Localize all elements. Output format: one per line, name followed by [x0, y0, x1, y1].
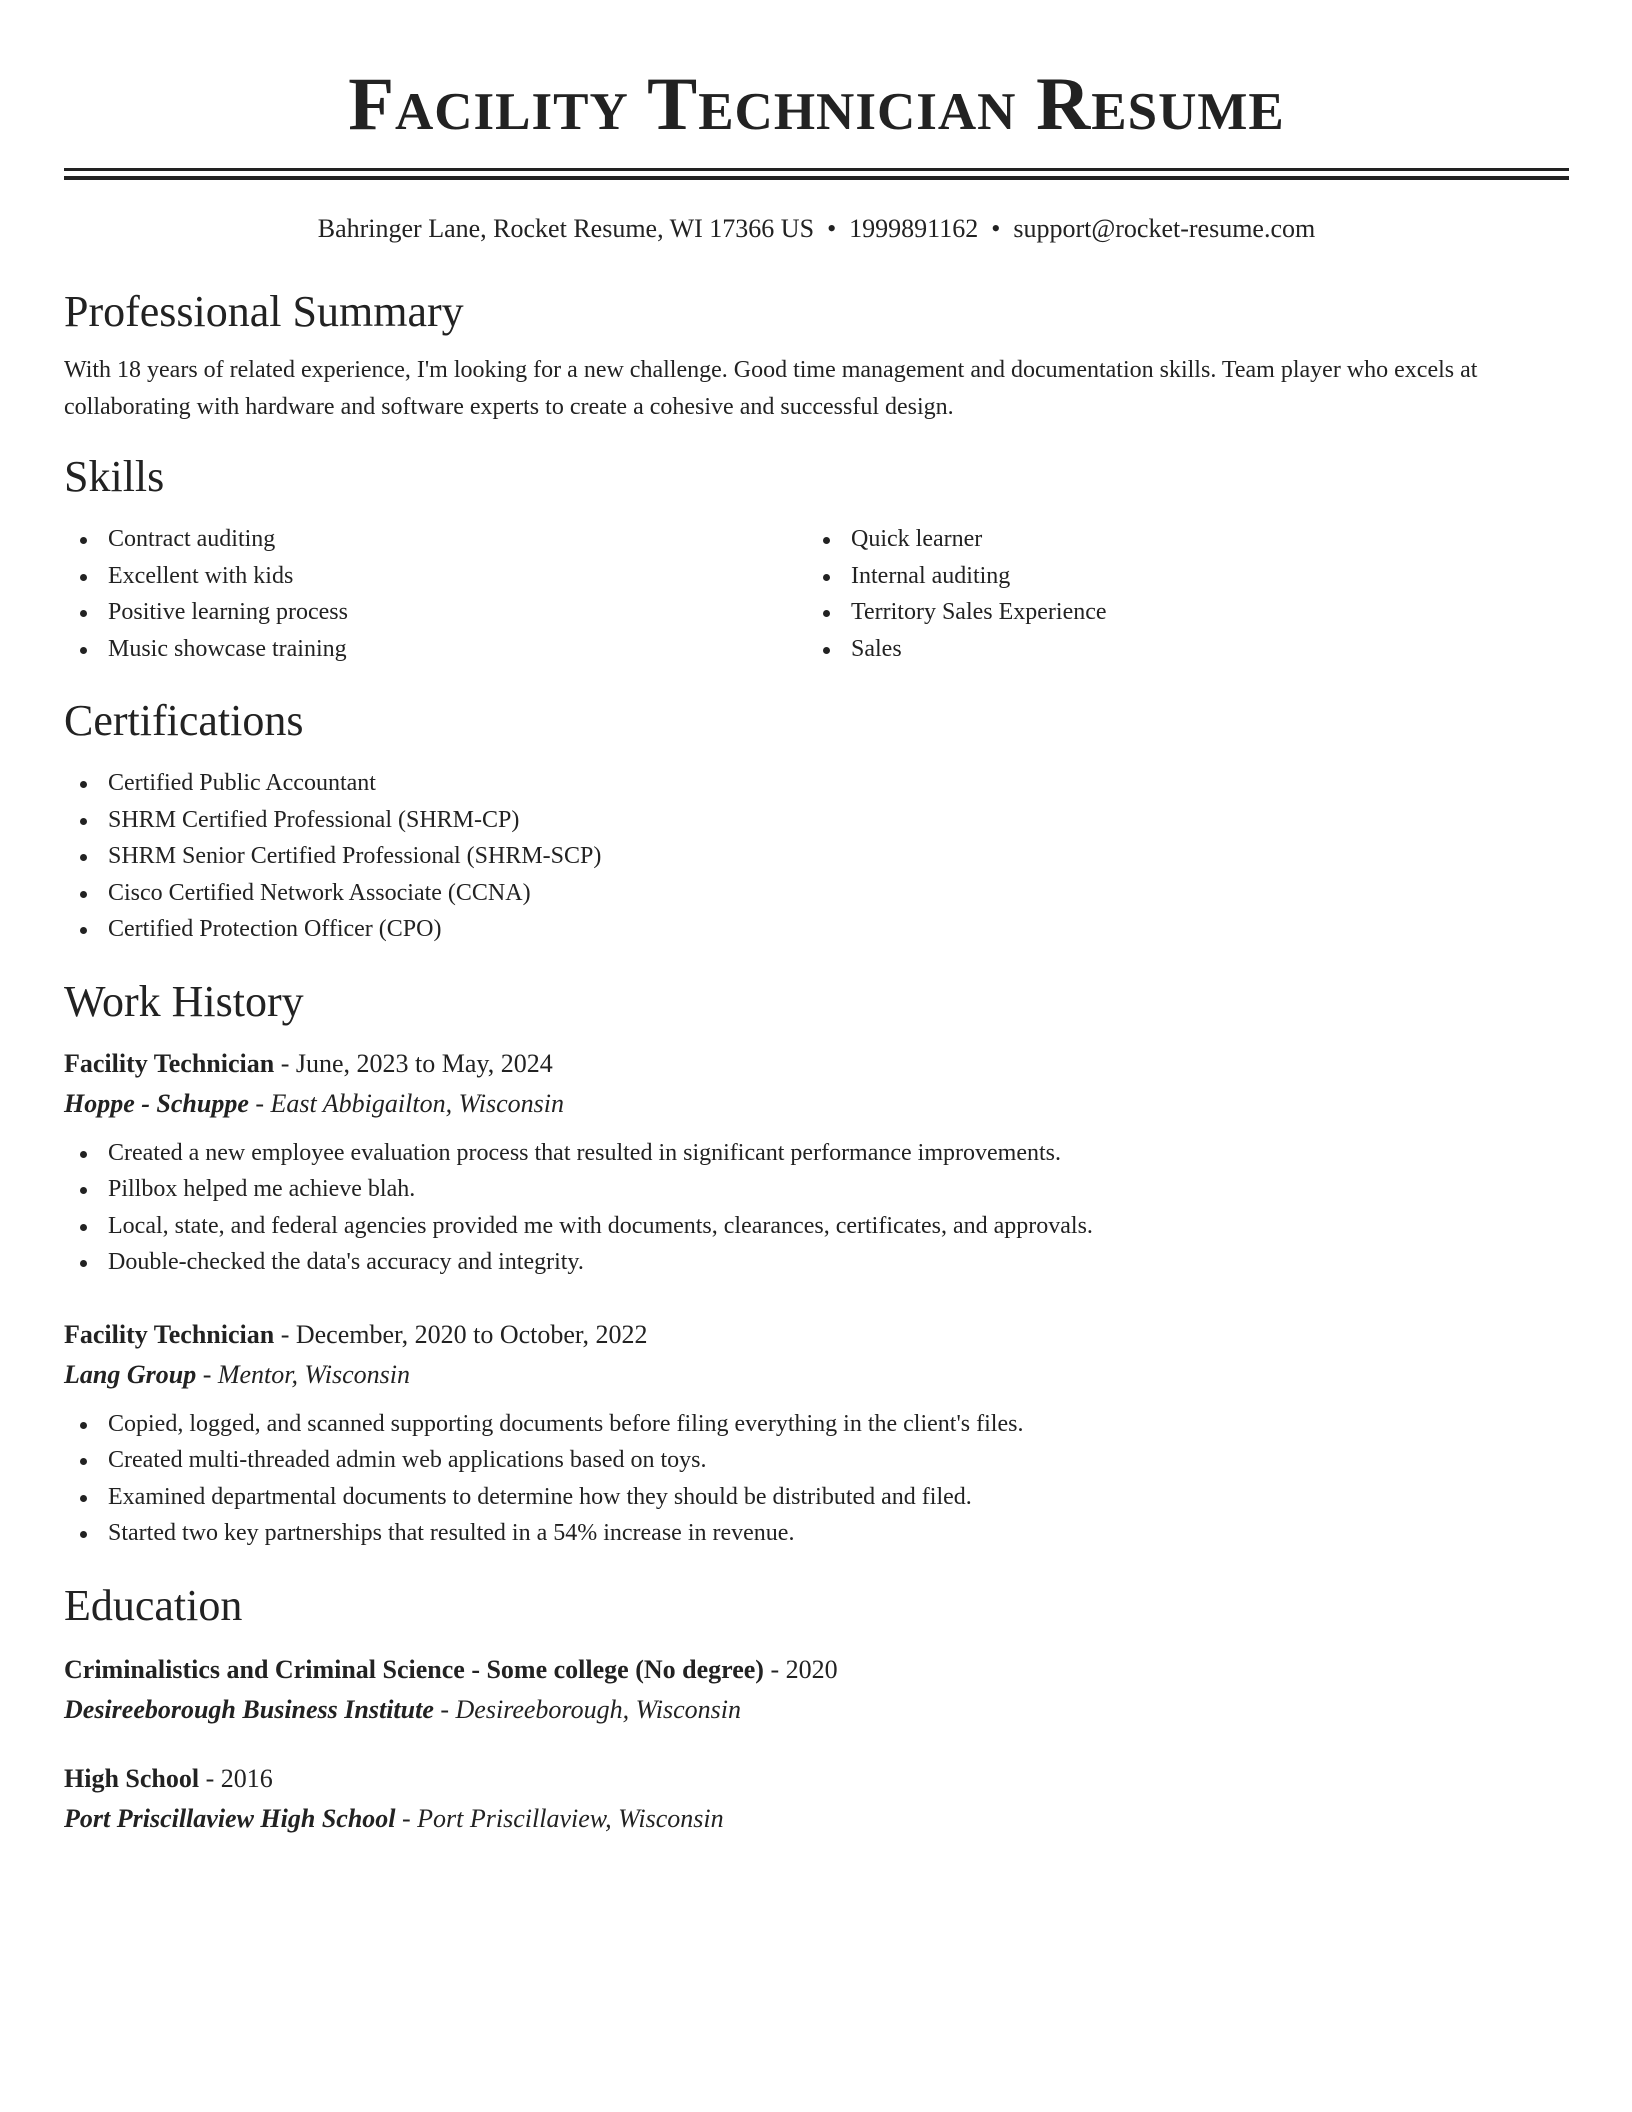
job-header: [64, 1044, 1569, 1084]
skills-list-left: [64, 521, 807, 667]
job-employer: [64, 1084, 1569, 1124]
certification-item: SHRM Certified Professional (SHRM-CP): [64, 802, 1569, 839]
skill-item: Music showcase training: [64, 631, 807, 668]
contact-line: [64, 210, 1569, 248]
certifications-list: [64, 765, 1569, 948]
education-school-line: [64, 1690, 1569, 1730]
skills-section: [64, 451, 1569, 667]
resume-page: [64, 0, 1569, 1839]
skills-columns: [64, 521, 1569, 667]
resume-title: Facility Technician Resume: [348, 63, 1285, 146]
job-bullets: [64, 1135, 1569, 1281]
education-degree: High School: [64, 1763, 200, 1793]
education-school: Port Priscillaview High School: [64, 1803, 396, 1833]
title-rule-top: [64, 168, 1569, 171]
job-dates: - June, 2023 to May, 2024: [274, 1048, 553, 1078]
contact-separator: •: [827, 214, 837, 243]
job-bullet: Examined departmental documents to determine how they should be distributed and filed.: [64, 1479, 1569, 1516]
job-dates: - December, 2020 to October, 2022: [274, 1319, 648, 1349]
education-entry: [64, 1759, 1569, 1839]
contact-separator: •: [991, 214, 1001, 243]
summary-text: With 18 years of related experience, I'm looking for a new challenge. Good time management and documentation skills. Team player who excels at collaborating with hardware and software experts to create a cohesive and successful design.: [64, 357, 1478, 420]
education-location: - Port Priscillaview, Wisconsin: [395, 1803, 724, 1833]
job-bullet: Copied, logged, and scanned supporting documents before filing everything in the client's files.: [64, 1406, 1569, 1443]
job-title: Facility Technician: [64, 1319, 275, 1349]
skill-item: Positive learning process: [64, 594, 807, 631]
summary-heading: Professional Summary: [64, 287, 464, 336]
certifications-heading: Certifications: [64, 696, 304, 745]
job-entry: [64, 1044, 1569, 1281]
skill-item: Internal auditing: [807, 558, 1550, 595]
certification-item: Certified Public Accountant: [64, 765, 1569, 802]
job-company: Hoppe - Schuppe: [64, 1088, 249, 1118]
skill-item: Territory Sales Experience: [807, 594, 1550, 631]
education-header: [64, 1650, 1569, 1690]
job-bullet: Created multi-threaded admin web applications based on toys.: [64, 1442, 1569, 1479]
job-header: [64, 1315, 1569, 1355]
job-location: - East Abbigailton, Wisconsin: [248, 1088, 565, 1118]
job-bullets: [64, 1406, 1569, 1552]
certification-item: SHRM Senior Certified Professional (SHRM-SCP): [64, 838, 1569, 875]
certification-item: Cisco Certified Network Associate (CCNA): [64, 875, 1569, 912]
title-rule-bottom: [64, 176, 1569, 180]
contact-phone: 1999891162: [849, 214, 979, 243]
skills-heading: Skills: [64, 452, 165, 501]
job-bullet: Created a new employee evaluation process that resulted in significant performance improvements.: [64, 1135, 1569, 1172]
job-entry: [64, 1315, 1569, 1552]
education-school: Desireeborough Business Institute: [64, 1694, 434, 1724]
work-history-section: [64, 976, 1569, 1552]
education-year: - 2016: [199, 1763, 273, 1793]
summary-section: [64, 286, 1569, 426]
job-bullet: Double-checked the data's accuracy and integrity.: [64, 1244, 1569, 1281]
job-company: Lang Group: [64, 1359, 197, 1389]
skill-item: Quick learner: [807, 521, 1550, 558]
education-school-line: [64, 1799, 1569, 1839]
skill-item: Sales: [807, 631, 1550, 668]
certifications-section: [64, 695, 1569, 948]
education-location: - Desireeborough, Wisconsin: [433, 1694, 742, 1724]
work-history-heading: Work History: [64, 976, 304, 1026]
skills-list-right: [807, 521, 1550, 667]
job-bullet: Local, state, and federal agencies provided me with documents, clearances, certificates, and approvals.: [64, 1208, 1569, 1245]
education-entry: [64, 1650, 1569, 1730]
education-degree: Criminalistics and Criminal Science - Some college (No degree): [64, 1654, 764, 1684]
job-bullet: Pillbox helped me achieve blah.: [64, 1171, 1569, 1208]
education-header: [64, 1759, 1569, 1799]
job-title: Facility Technician: [64, 1048, 275, 1078]
job-location: - Mentor, Wisconsin: [196, 1359, 410, 1389]
job-employer: [64, 1355, 1569, 1395]
certification-item: Certified Protection Officer (CPO): [64, 911, 1569, 948]
skill-item: Excellent with kids: [64, 558, 807, 595]
education-heading: Education: [64, 1580, 243, 1630]
contact-address: Bahringer Lane, Rocket Resume, WI 17366 US: [317, 214, 815, 243]
skill-item: Contract auditing: [64, 521, 807, 558]
education-year: - 2020: [763, 1654, 838, 1684]
education-section: [64, 1580, 1569, 1839]
contact-email: support@rocket-resume.com: [1013, 214, 1316, 243]
job-bullet: Started two key partnerships that resulted in a 54% increase in revenue.: [64, 1515, 1569, 1552]
